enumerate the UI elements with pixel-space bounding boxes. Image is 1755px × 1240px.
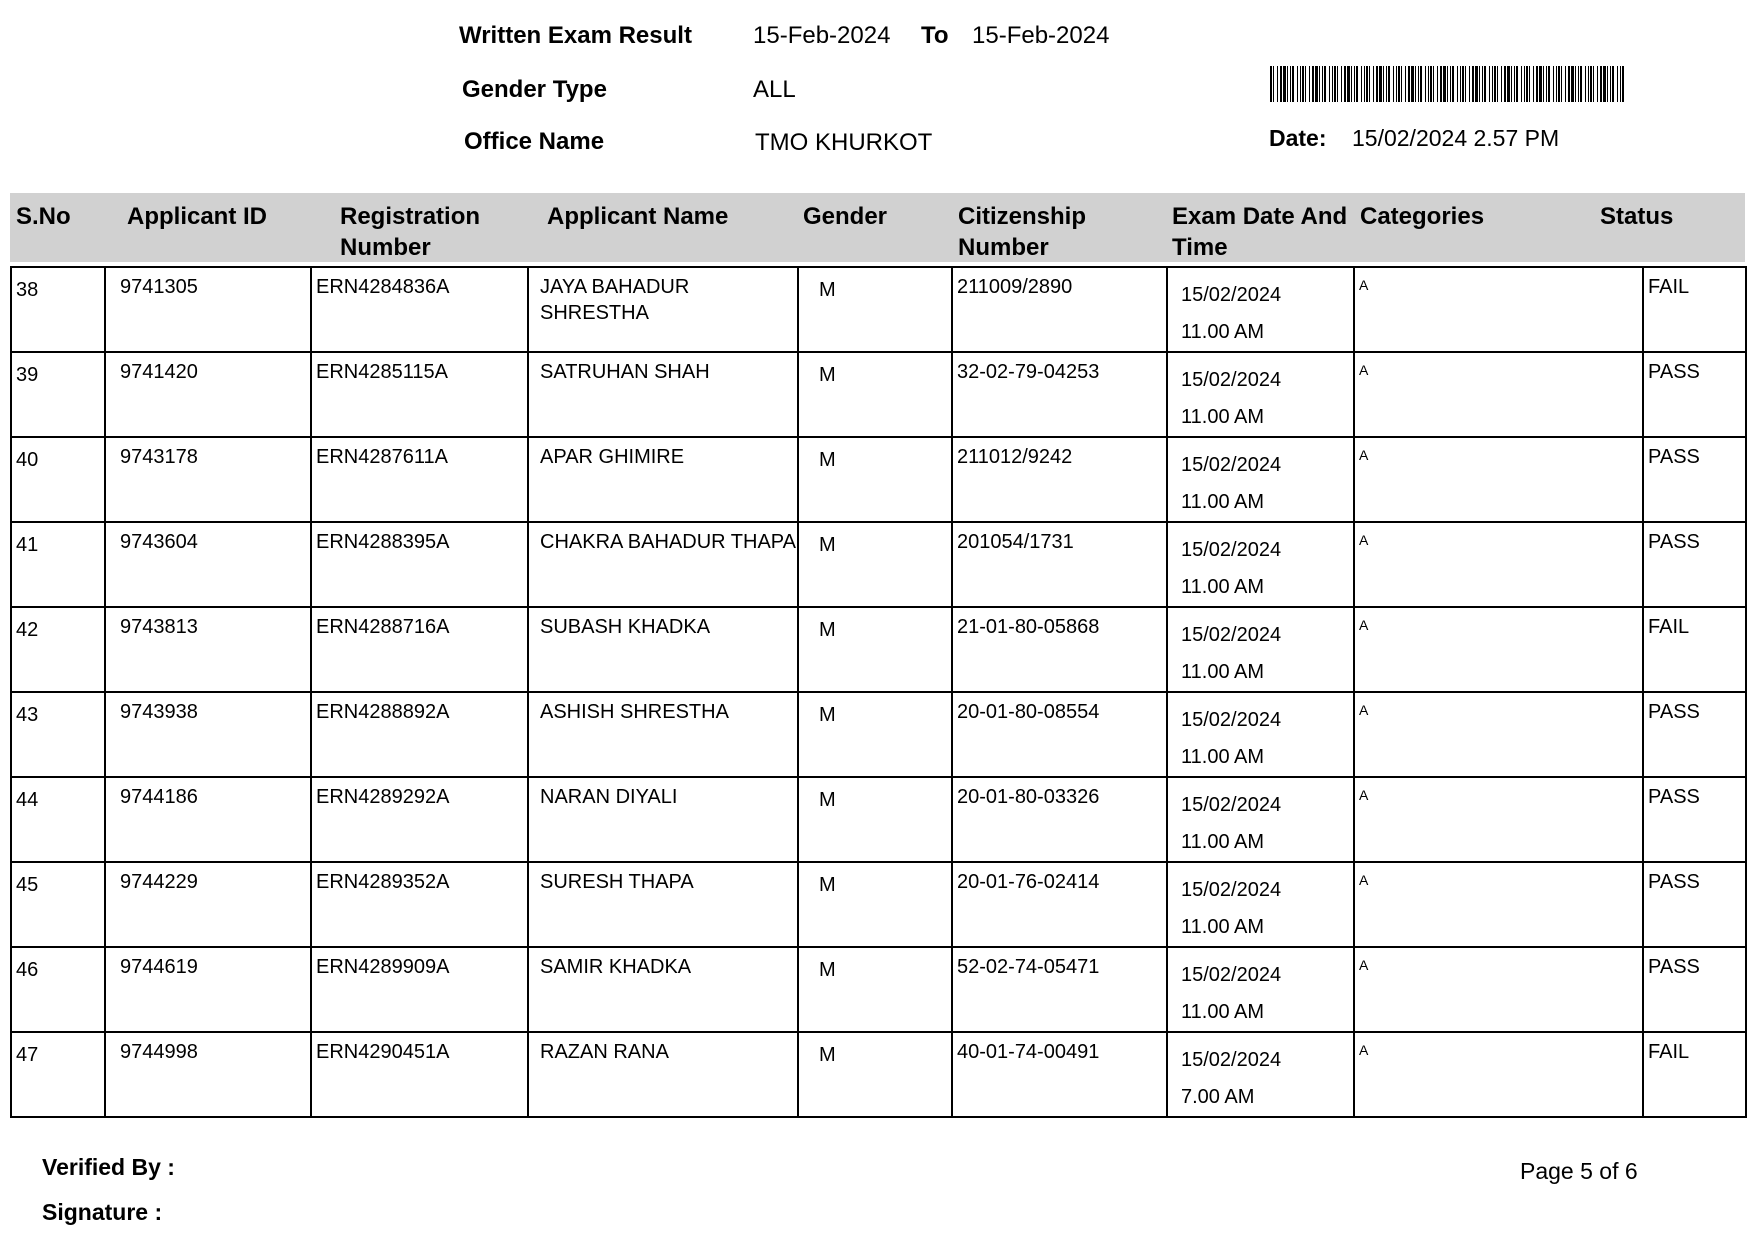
cell-status: PASS (1643, 352, 1746, 437)
exam-time: 7.00 AM (1181, 1086, 1255, 1108)
cell-sno: 39 (11, 352, 105, 437)
col-header-exam-date-line2: Time (1172, 234, 1228, 261)
cell-category: A (1354, 522, 1643, 607)
cell-category: A (1354, 267, 1643, 352)
cell-sno: 46 (11, 947, 105, 1032)
col-header-citizenship-line1: Citizenship (958, 203, 1087, 230)
cell-category: A (1354, 777, 1643, 862)
table-row (11, 862, 1746, 947)
cell-registration: ERN4290451A (311, 1032, 528, 1117)
cell-gender: M (798, 692, 952, 777)
cell-exam-date (1167, 607, 1354, 692)
col-header-applicant-id: Applicant ID (127, 203, 268, 230)
cell-applicant-id: 9744619 (105, 947, 311, 1032)
col-header-registration (340, 201, 480, 263)
exam-time: 11.00 AM (1181, 491, 1265, 513)
cell-sno: 43 (11, 692, 105, 777)
exam-date: 15/02/2024 (1181, 284, 1282, 306)
cell-registration: ERN4285115A (311, 352, 528, 437)
cell-registration: ERN4288892A (311, 692, 528, 777)
cell-gender: M (798, 607, 952, 692)
barcode-icon (1270, 66, 1626, 102)
cell-sno: 42 (11, 607, 105, 692)
cell-gender: M (798, 267, 952, 352)
cell-applicant-name: APAR GHIMIRE (528, 437, 798, 522)
col-header-categories: Categories (1360, 203, 1485, 230)
table-body (11, 267, 1746, 1117)
cell-gender: M (798, 1032, 952, 1117)
col-header-registration-line1: Registration (340, 203, 481, 230)
table-row (11, 522, 1746, 607)
col-header-applicant-name: Applicant Name (547, 203, 729, 230)
cell-registration: ERN4287611A (311, 437, 528, 522)
cell-sno: 40 (11, 437, 105, 522)
cell-applicant-name: NARAN DIYALI (528, 777, 798, 862)
page-number: Page 5 of 6 (1520, 1158, 1638, 1184)
cell-sno: 38 (11, 267, 105, 352)
col-header-exam-date-line1: Exam Date And (1172, 203, 1348, 230)
cell-exam-date (1167, 352, 1354, 437)
cell-applicant-id: 9744229 (105, 862, 311, 947)
exam-date: 15/02/2024 (1181, 709, 1282, 731)
cell-applicant-name: JAYA BAHADUR SHRESTHA (528, 267, 798, 352)
cell-gender: M (798, 862, 952, 947)
cell-status: PASS (1643, 692, 1746, 777)
table-row (11, 607, 1746, 692)
cell-applicant-name: ASHISH SHRESTHA (528, 692, 798, 777)
cell-registration: ERN4289292A (311, 777, 528, 862)
cell-status: PASS (1643, 522, 1746, 607)
cell-citizenship: 52-02-74-05471 (952, 947, 1167, 1032)
cell-exam-date (1167, 862, 1354, 947)
cell-category: A (1354, 607, 1643, 692)
exam-date: 15/02/2024 (1181, 794, 1282, 816)
exam-date: 15/02/2024 (1181, 964, 1282, 986)
cell-exam-date (1167, 437, 1354, 522)
cell-applicant-id: 9744186 (105, 777, 311, 862)
cell-citizenship: 201054/1731 (952, 522, 1167, 607)
print-date-label: Date: (1269, 125, 1327, 151)
cell-status: PASS (1643, 437, 1746, 522)
col-header-citizenship (958, 201, 1086, 263)
cell-status: FAIL (1643, 607, 1746, 692)
cell-gender: M (798, 437, 952, 522)
cell-category: A (1354, 437, 1643, 522)
cell-exam-date (1167, 267, 1354, 352)
cell-exam-date (1167, 777, 1354, 862)
table-header (10, 193, 1745, 262)
cell-applicant-id: 9741420 (105, 352, 311, 437)
cell-applicant-name: RAZAN RANA (528, 1032, 798, 1117)
cell-status: PASS (1643, 777, 1746, 862)
cell-registration: ERN4289352A (311, 862, 528, 947)
table-row (11, 437, 1746, 522)
results-table (10, 266, 1747, 1118)
cell-applicant-name: SUBASH KHADKA (528, 607, 798, 692)
cell-sno: 41 (11, 522, 105, 607)
cell-exam-date (1167, 692, 1354, 777)
cell-applicant-id: 9741305 (105, 267, 311, 352)
col-header-status: Status (1600, 203, 1674, 230)
cell-exam-date (1167, 947, 1354, 1032)
cell-gender: M (798, 777, 952, 862)
cell-applicant-id: 9743604 (105, 522, 311, 607)
cell-citizenship: 20-01-80-08554 (952, 692, 1167, 777)
exam-time: 11.00 AM (1181, 1001, 1265, 1023)
exam-time: 11.00 AM (1181, 916, 1265, 938)
date-to: 15-Feb-2024 (972, 22, 1110, 49)
cell-applicant-id: 9743813 (105, 607, 311, 692)
exam-date: 15/02/2024 (1181, 369, 1282, 391)
report-title: Written Exam Result (459, 22, 692, 49)
cell-exam-date (1167, 1032, 1354, 1117)
cell-applicant-name: SURESH THAPA (528, 862, 798, 947)
cell-sno: 47 (11, 1032, 105, 1117)
print-date-value: 15/02/2024 2.57 PM (1352, 125, 1560, 151)
office-name-value: TMO KHURKOT (755, 129, 933, 156)
cell-category: A (1354, 1032, 1643, 1117)
cell-exam-date (1167, 522, 1354, 607)
exam-time: 11.00 AM (1181, 661, 1265, 683)
exam-date: 15/02/2024 (1181, 624, 1282, 646)
exam-date: 15/02/2024 (1181, 1049, 1282, 1071)
exam-time: 11.00 AM (1181, 831, 1265, 853)
col-header-registration-line2: Number (340, 234, 431, 261)
cell-citizenship: 32-02-79-04253 (952, 352, 1167, 437)
cell-gender: M (798, 947, 952, 1032)
cell-category: A (1354, 352, 1643, 437)
col-header-exam-date (1172, 201, 1347, 263)
cell-citizenship: 211012/9242 (952, 437, 1167, 522)
table-row (11, 1032, 1746, 1117)
exam-date: 15/02/2024 (1181, 454, 1282, 476)
table-row (11, 947, 1746, 1032)
cell-applicant-id: 9743178 (105, 437, 311, 522)
gender-type-label: Gender Type (462, 76, 607, 103)
cell-applicant-id: 9743938 (105, 692, 311, 777)
table-row (11, 692, 1746, 777)
cell-registration: ERN4288716A (311, 607, 528, 692)
cell-registration: ERN4289909A (311, 947, 528, 1032)
cell-sno: 45 (11, 862, 105, 947)
cell-sno: 44 (11, 777, 105, 862)
exam-date: 15/02/2024 (1181, 879, 1282, 901)
col-header-citizenship-line2: Number (958, 234, 1049, 261)
gender-type-value: ALL (753, 76, 796, 103)
cell-applicant-name: CHAKRA BAHADUR THAPA (528, 522, 798, 607)
cell-gender: M (798, 522, 952, 607)
cell-citizenship: 21-01-80-05868 (952, 607, 1167, 692)
table-row (11, 777, 1746, 862)
exam-time: 11.00 AM (1181, 321, 1265, 343)
cell-category: A (1354, 862, 1643, 947)
cell-status: PASS (1643, 947, 1746, 1032)
date-from: 15-Feb-2024 (753, 22, 891, 49)
col-header-gender: Gender (803, 203, 888, 230)
cell-registration: ERN4288395A (311, 522, 528, 607)
to-label: To (921, 22, 949, 49)
cell-registration: ERN4284836A (311, 267, 528, 352)
col-header-sno: S.No (16, 203, 71, 230)
table-row (11, 267, 1746, 352)
cell-applicant-id: 9744998 (105, 1032, 311, 1117)
cell-citizenship: 211009/2890 (952, 267, 1167, 352)
office-name-label: Office Name (464, 128, 605, 155)
verified-by-label: Verified By : (42, 1154, 175, 1180)
cell-gender: M (798, 352, 952, 437)
signature-label: Signature : (42, 1199, 163, 1225)
exam-time: 11.00 AM (1181, 746, 1265, 768)
table-row (11, 352, 1746, 437)
cell-category: A (1354, 692, 1643, 777)
cell-applicant-name: SATRUHAN SHAH (528, 352, 798, 437)
cell-category: A (1354, 947, 1643, 1032)
cell-status: FAIL (1643, 1032, 1746, 1117)
cell-status: PASS (1643, 862, 1746, 947)
exam-date: 15/02/2024 (1181, 539, 1282, 561)
cell-applicant-name: SAMIR KHADKA (528, 947, 798, 1032)
cell-status: FAIL (1643, 267, 1746, 352)
cell-citizenship: 20-01-80-03326 (952, 777, 1167, 862)
exam-time: 11.00 AM (1181, 406, 1265, 428)
cell-citizenship: 20-01-76-02414 (952, 862, 1167, 947)
exam-time: 11.00 AM (1181, 576, 1265, 598)
cell-citizenship: 40-01-74-00491 (952, 1032, 1167, 1117)
